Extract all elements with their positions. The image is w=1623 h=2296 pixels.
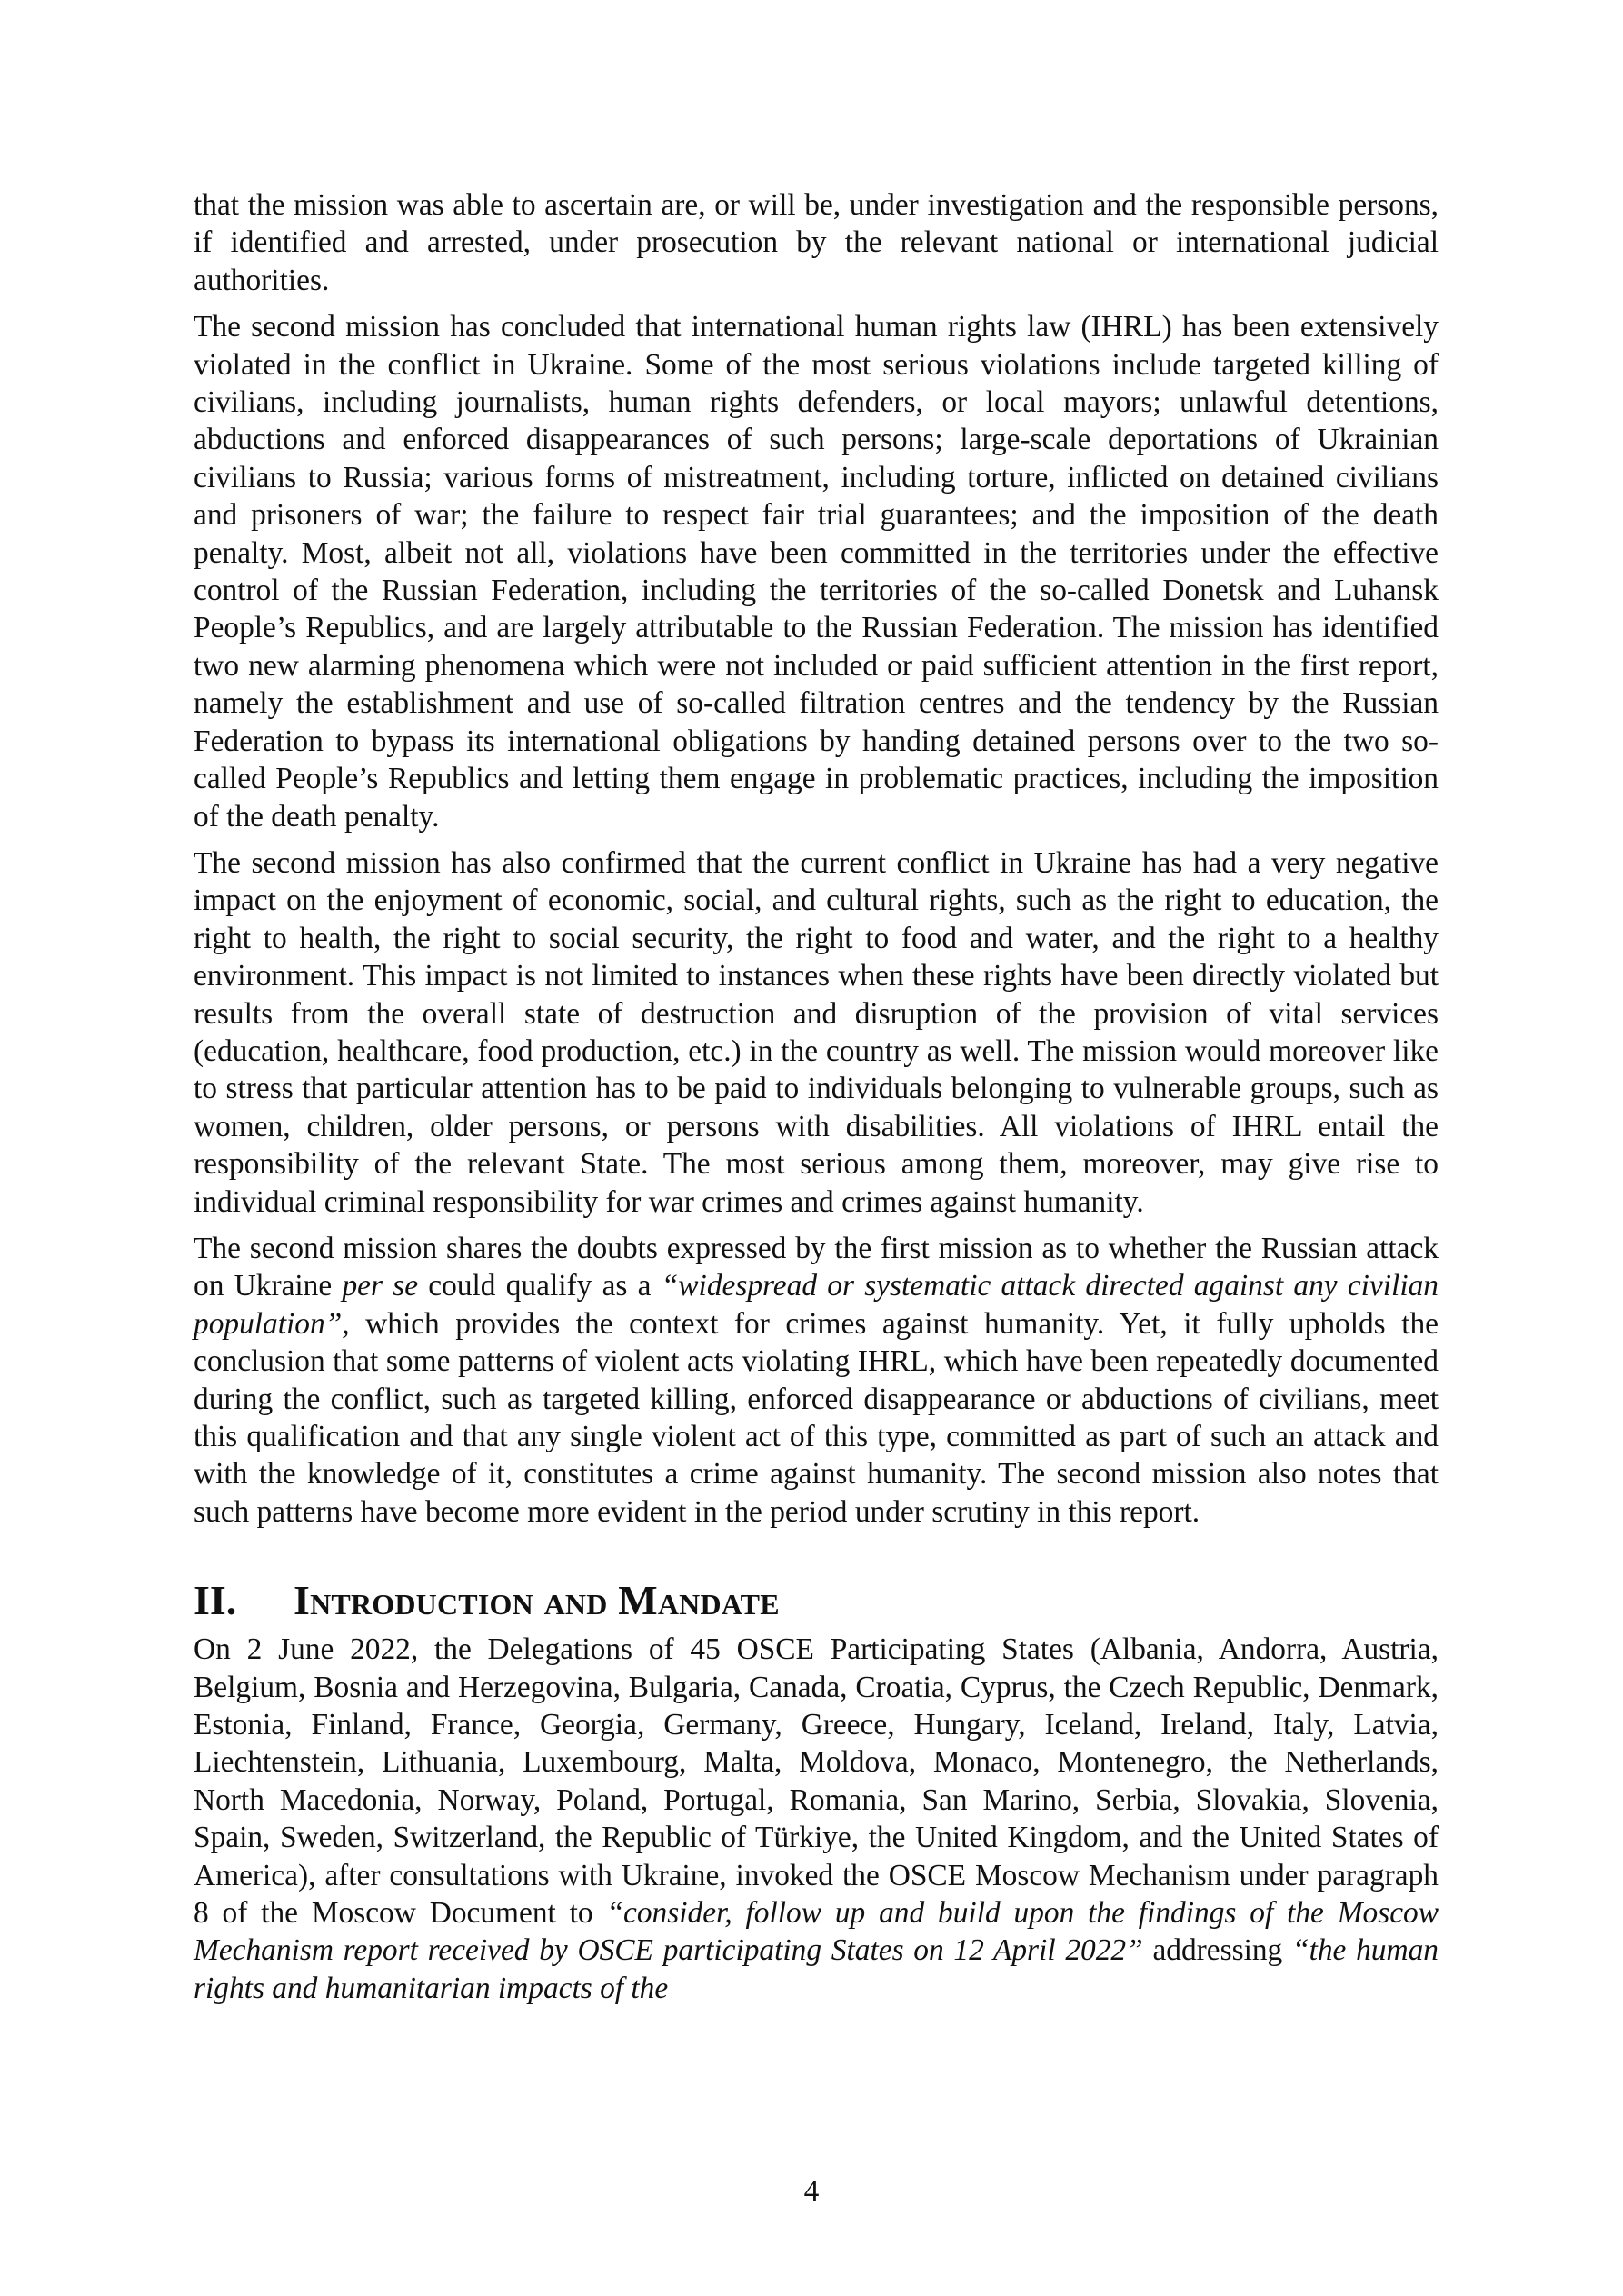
italic-quote: “widespread or systematic attack directed against any civilian population”, [194, 1269, 1439, 1341]
text-run: addressing [1142, 1933, 1292, 1968]
italic-quote: “consider, follow up and build upon the findings of the Moscow Mechanism report received by OSCE participating States on 12 April 2022” [194, 1896, 1439, 1968]
text-run: which provides the context for crimes against humanity. Yet, it fully upholds the conclusion that some patterns of violent acts violating IHRL, which have been repeatedly documented during the conflict, such as targeted killing, enforced disappearance or abductions of civilians, meet this qualification and that any single violent act of this type, committed as part of such an attack and with the knowledge of it, constitutes a crime against humanity. The second mission also notes that such patterns have become more evident in the period under scrutiny in this report. [194, 1306, 1439, 1529]
paragraph-escr-impact: The second mission has also confirmed that the current conflict in Ukraine has had a very negative impact on the enjoyment of economic, social, and cultural rights, such as the right to education, the right to health, the right to social security, the right to food and water, and the right to a healthy environment. This impact is not limited to instances when these rights have been directly violated but results from the overall state of destruction and disruption of the provision of vital services (education, healthcare, food production, etc.) in the country as well. The mission would moreover like to stress that particular attention has to be paid to individuals belonging to vulnerable groups, such as women, children, older persons, or persons with disabilities. All violations of IHRL entail the responsibility of the relevant State. The most serious among them, moreover, may give rise to individual criminal responsibility for war crimes and crimes against humanity. [194, 845, 1439, 1219]
text-run: could qualify as a [418, 1269, 662, 1303]
section-heading [194, 1576, 1439, 1625]
section-number: II. [194, 1577, 237, 1624]
paragraph-crimes-against-humanity [194, 1230, 1439, 1531]
paragraph-ihrl-violations: The second mission has concluded that international human rights law (IHRL) has been extensively violated in the conflict in Ukraine. Some of the most serious violations include targeted killing of civilians, including journalists, human rights defenders, or local mayors; unlawful detentions, abductions and enforced disappearances of such persons; large-scale deportations of Ukrainian civilians to Russia; various forms of mistreatment, including torture, inflicted on detained civilians and prisoners of war; the failure to respect fair trial guarantees; and the imposition of the death penalty. Most, albeit not all, violations have been committed in the territories under the effective control of the Russian Federation, including the territories of the so-called Donetsk and Luhansk People’s Republics, and are largely attributable to the Russian Federation. The mission has identified two new alarming phenomena which were not included or paid sufficient attention in the first report, namely the establishment and use of so-called filtration centres and the tendency by the Russian Federation to bypass its international obligations by handing detained persons over to the two so-called People’s Republics and letting them engage in problematic practices, including the imposition of the death penalty. [194, 310, 1439, 834]
text-run: The second mission shares the doubts expressed by the first mission as to whether the Russian attack on Ukraine [194, 1231, 1439, 1303]
italic-quote: “the human rights and humanitarian impacts of the [194, 1933, 1439, 2005]
italic-run: per se [342, 1269, 419, 1303]
paragraph-continuation: that the mission was able to ascertain are, or will be, under investigation and the responsible persons, if identified and arrested, under prosecution by the relevant national or international judicial authorities. [194, 188, 1439, 297]
document-page [194, 186, 1439, 2016]
text-run: On 2 June 2022, the Delegations of 45 OSCE Participating States (Albania, Andorra, Austria, Belgium, Bosnia and Herzegovina, Bulgaria, Canada, Croatia, Cyprus, the Czech Republic, Denmark, Estonia, Finland, France, Georgia, Germany, Greece, Hungary, Iceland, Ireland, Italy, Latvia, Liechtenstein, Lithuania, Luxembourg, Malta, Moldova, Monaco, Montenegro, the Netherlands, North Macedonia, Norway, Poland, Portugal, Romania, San Marino, Serbia, Slovakia, Slovenia, Spain, Sweden, Switzerland, the Republic of Türkiye, the United Kingdom, and the United States of America), after consultations with Ukraine, invoked the OSCE Moscow Mechanism under paragraph 8 of the Moscow Document to [194, 1632, 1439, 1931]
section-title: Introduction and Mandate [294, 1577, 780, 1624]
paragraph-mandate [194, 1631, 1439, 2007]
page-number: 4 [803, 2174, 820, 2208]
